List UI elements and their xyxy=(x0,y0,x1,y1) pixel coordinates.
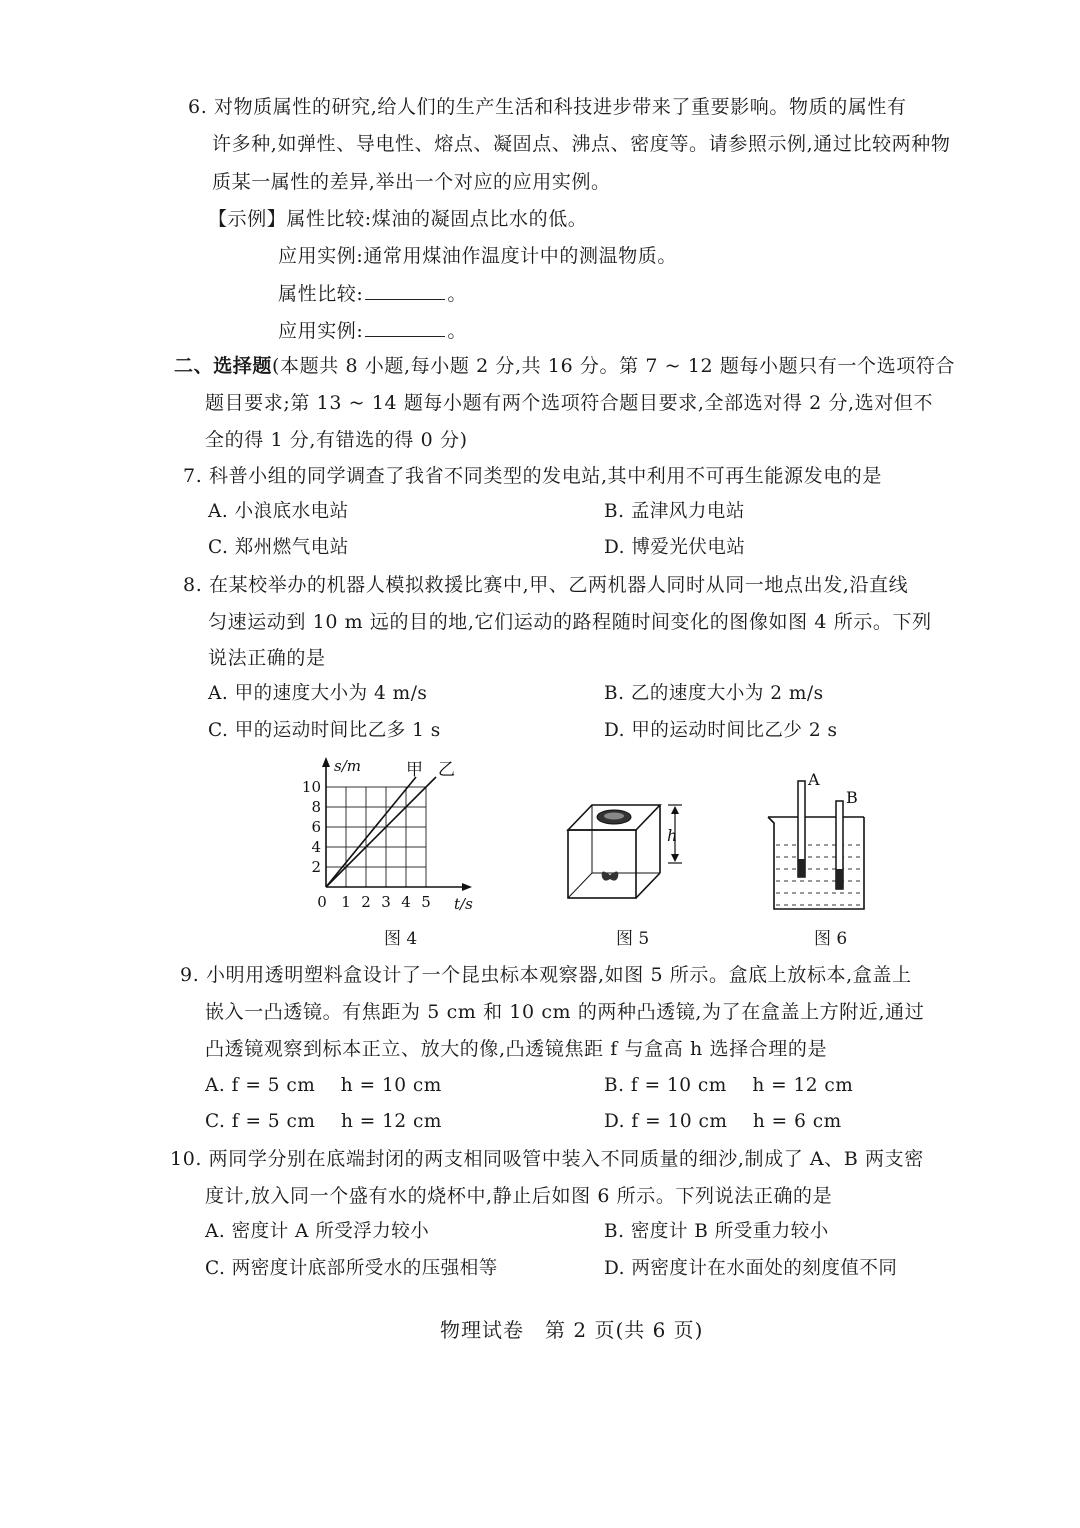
q6-blank-attr-label: 属性比较: xyxy=(278,283,364,305)
q6-line-2: 许多种,如弹性、导电性、熔点、凝固点、沸点、密度等。请参照示例,通过比较两种物 xyxy=(212,133,951,155)
page-footer: 物理试卷 第 2 页(共 6 页) xyxy=(440,1318,704,1342)
answer-blank xyxy=(365,318,445,337)
q6-blank-attr xyxy=(278,281,467,306)
q9-line-2: 嵌入一凸透镜。有焦距为 5 cm 和 10 cm 的两种凸透镜,为了在盒盖上方附近,通过 xyxy=(205,1001,925,1023)
q8-line-1: 8. 在某校举办的机器人模拟救援比赛中,甲、乙两机器人同时从同一地点出发,沿直线 xyxy=(183,574,909,596)
q8-line-2: 匀速运动到 10 m 远的目的地,它们运动的路程随时间变化的图像如图 4 所示。下列 xyxy=(208,611,932,633)
q8-line-3: 说法正确的是 xyxy=(208,647,326,669)
section2-title: 二、选择题 xyxy=(174,355,273,377)
q7-stem: 7. 科普小组的同学调查了我省不同类型的发电站,其中利用不可再生能源发电的是 xyxy=(183,465,883,487)
q8-option-b: B. 乙的速度大小为 2 m/s xyxy=(604,683,824,704)
period: 。 xyxy=(447,320,468,342)
q6-blank-app-label: 应用实例: xyxy=(278,320,364,342)
section2-line-2: 题目要求;第 13 ~ 14 题每小题有两个选项符合题目要求,全部选对得 2 分,选对但不 xyxy=(205,392,934,414)
section2-desc: (本题共 8 小题,每小题 2 分,共 16 分。第 7 ~ 12 题每小题只有一个选项符合 xyxy=(272,355,956,377)
x-tick-label: 3 xyxy=(381,893,391,911)
q6-line-3: 质某一属性的差异,举出一个对应的应用实例。 xyxy=(212,171,611,193)
origin-label: 0 xyxy=(317,893,327,911)
q10-option-b: B. 密度计 B 所受重力较小 xyxy=(604,1221,829,1242)
q10-option-a: A. 密度计 A 所受浮力较小 xyxy=(205,1221,430,1242)
series-label-jia: 甲 xyxy=(406,760,423,780)
y-tick-label: 10 xyxy=(301,778,321,796)
section2-line-3: 全的得 1 分,有错选的得 0 分) xyxy=(205,429,468,451)
q7-option-b: B. 孟津风力电站 xyxy=(604,501,745,522)
water-surface xyxy=(776,845,862,905)
figure-4-caption: 图 4 xyxy=(384,929,418,949)
q9-option-a: A. f = 5 cm h = 10 cm xyxy=(205,1075,442,1096)
q10-line-1: 10. 两同学分别在底端封闭的两支相同吸管中装入不同质量的细沙,制成了 A、B 两支密 xyxy=(170,1148,924,1170)
figure-5-box xyxy=(560,795,700,915)
q9-option-d: D. f = 10 cm h = 6 cm xyxy=(604,1111,842,1132)
x-axis-arrow xyxy=(462,883,472,891)
x-tick-label: 1 xyxy=(341,893,351,911)
label-b: B xyxy=(846,788,858,807)
series-label-yi: 乙 xyxy=(438,760,455,780)
q10-line-2: 度计,放入同一个盛有水的烧杯中,静止后如图 6 所示。下列说法正确的是 xyxy=(205,1185,833,1207)
q6-example-app: 应用实例:通常用煤油作温度计中的测温物质。 xyxy=(278,245,678,267)
q8-option-c: C. 甲的运动时间比乙多 1 s xyxy=(208,720,441,741)
period: 。 xyxy=(447,283,468,305)
x-tick-label: 2 xyxy=(361,893,371,911)
q7-option-a: A. 小浪底水电站 xyxy=(208,501,349,522)
y-tick-label: 8 xyxy=(311,798,321,816)
figure-6-beaker xyxy=(762,765,877,915)
q10-option-c: C. 两密度计底部所受水的压强相等 xyxy=(205,1258,498,1279)
figure-4-graph xyxy=(296,755,486,920)
series-line-yi xyxy=(326,777,436,887)
q6-line-1: 6. 对物质属性的研究,给人们的生产生活和科技进步带来了重要影响。物质的属性有 xyxy=(188,96,907,118)
q6-blank-app xyxy=(278,318,467,343)
q8-option-d: D. 甲的运动时间比乙少 2 s xyxy=(604,720,838,741)
answer-blank xyxy=(365,281,445,300)
q7-option-d: D. 博爱光伏电站 xyxy=(604,537,746,558)
label-a: A xyxy=(808,770,820,789)
x-tick-label: 5 xyxy=(421,893,431,911)
q10-option-d: D. 两密度计在水面处的刻度值不同 xyxy=(604,1258,898,1279)
y-tick-label: 4 xyxy=(311,838,321,856)
q7-option-c: C. 郑州燃气电站 xyxy=(208,537,349,558)
q6-example: 【示例】属性比较:煤油的凝固点比水的低。 xyxy=(208,208,588,230)
figure-5-caption: 图 5 xyxy=(616,929,650,949)
q9-line-1: 9. 小明用透明塑料盒设计了一个昆虫标本观察器,如图 5 所示。盒底上放标本,盒盖上 xyxy=(180,964,912,986)
y-tick-label: 6 xyxy=(311,818,321,836)
y-tick-label: 2 xyxy=(311,858,321,876)
x-axis-label: t/s xyxy=(454,895,473,913)
q9-option-b: B. f = 10 cm h = 12 cm xyxy=(604,1075,854,1096)
height-label: h xyxy=(667,826,678,845)
y-axis-label: s/m xyxy=(334,757,361,775)
q8-option-a: A. 甲的速度大小为 4 m/s xyxy=(208,683,428,704)
q9-line-3: 凸透镜观察到标本正立、放大的像,凸透镜焦距 f 与盒高 h 选择合理的是 xyxy=(205,1038,828,1060)
q9-option-c: C. f = 5 cm h = 12 cm xyxy=(205,1111,442,1132)
figure-6-caption: 图 6 xyxy=(814,929,848,949)
series-line-jia xyxy=(326,777,416,887)
x-tick-label: 4 xyxy=(401,893,411,911)
section2-line-1 xyxy=(174,354,955,378)
y-axis-arrow xyxy=(322,757,330,767)
